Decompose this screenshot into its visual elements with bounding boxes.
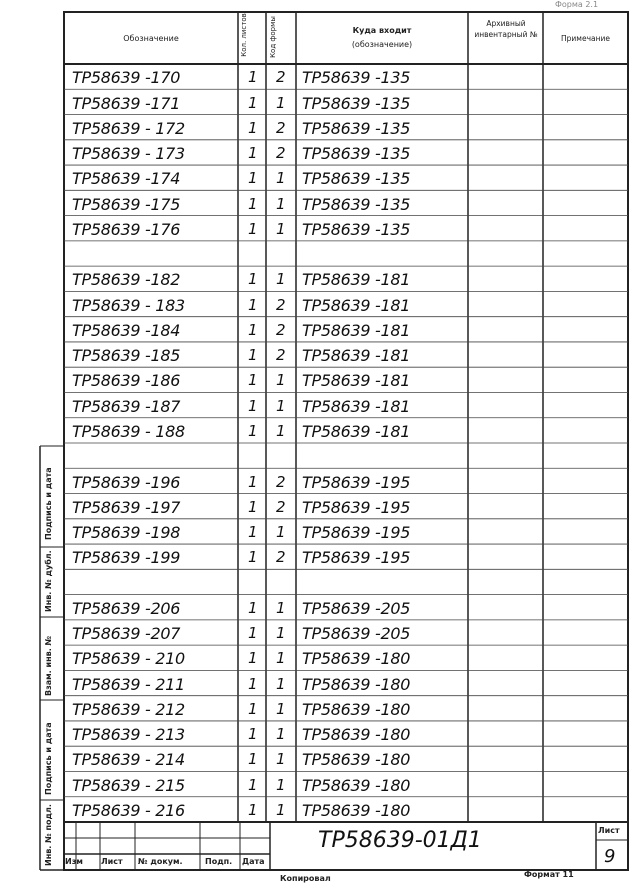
cell-where-used: ТР58639 -181 xyxy=(302,396,411,416)
cell-format: 2 xyxy=(276,548,286,567)
cell-format: 1 xyxy=(276,598,286,617)
footer-format: Формат 11 xyxy=(524,870,574,879)
header-designation: Обозначение xyxy=(123,34,179,43)
header-archive-no: Архивный инвентарный № xyxy=(474,19,538,39)
cell-sheets: 1 xyxy=(248,624,258,643)
cell-designation: ТР58639 -197 xyxy=(72,497,181,517)
cell-format: 1 xyxy=(276,649,286,668)
cell-sheets: 1 xyxy=(248,523,258,542)
cell-format: 1 xyxy=(276,93,286,112)
side-label-orig-no: Инв. № подл. xyxy=(44,804,53,866)
stamp-sign: Подп. xyxy=(205,857,233,866)
cell-where-used: ТР58639 -181 xyxy=(302,320,411,340)
cell-where-used: ТР58639 -180 xyxy=(302,801,411,820)
cell-sheets: 1 xyxy=(248,750,258,769)
cell-designation: ТР58639 -174 xyxy=(72,169,181,189)
cell-where-used: ТР58639 -180 xyxy=(302,699,411,719)
cell-designation: ТР58639 - 215 xyxy=(72,775,185,795)
cell-designation: ТР58639 -187 xyxy=(72,396,181,416)
cell-format: 1 xyxy=(276,699,286,718)
cell-designation: ТР58639 - 214 xyxy=(72,750,185,770)
cell-format: 1 xyxy=(276,674,286,693)
cell-sheets: 1 xyxy=(248,775,258,794)
cell-designation: ТР58639 - 183 xyxy=(72,295,185,315)
cell-where-used: ТР58639 -180 xyxy=(302,725,411,745)
cell-sheets: 1 xyxy=(248,497,258,516)
cell-where-used: ТР58639 -180 xyxy=(302,750,411,770)
footer-copied: Копировал xyxy=(280,874,331,883)
cell-designation: ТР58639 -176 xyxy=(72,219,181,239)
cell-format: 1 xyxy=(276,523,286,542)
cell-format: 1 xyxy=(276,270,286,289)
cell-where-used: ТР58639 -195 xyxy=(302,472,411,492)
header-qty-sheets: Кол. листов xyxy=(240,13,248,57)
cell-where-used: ТР58639 -195 xyxy=(302,523,411,543)
cell-where-used: ТР58639 -135 xyxy=(302,118,411,138)
cell-sheets: 1 xyxy=(248,320,258,339)
cell-sheets: 1 xyxy=(248,699,258,718)
header-format: Код формы xyxy=(269,16,277,58)
cell-format: 1 xyxy=(276,624,286,643)
cell-format: 1 xyxy=(276,396,286,415)
cell-designation: ТР58639 - 172 xyxy=(72,118,185,138)
cell-designation: ТР58639 -196 xyxy=(72,472,181,492)
cell-sheets: 1 xyxy=(248,801,258,819)
cell-designation: ТР58639 - 210 xyxy=(72,649,185,669)
cell-designation: ТР58639 - 216 xyxy=(72,801,185,820)
cell-sheets: 1 xyxy=(248,649,258,668)
cell-where-used: ТР58639 -135 xyxy=(302,144,411,164)
cell-sheets: 1 xyxy=(248,93,258,112)
side-label-replaced-no: Взам. инв. № xyxy=(44,635,53,696)
sheet-number: 9 xyxy=(604,846,616,867)
cell-sheets: 1 xyxy=(248,118,258,137)
cell-where-used: ТР58639 -195 xyxy=(302,548,411,568)
stamp-doc-no: № докум. xyxy=(138,857,183,866)
cell-sheets: 1 xyxy=(248,371,258,390)
header-where-used-sub: (обозначение) xyxy=(351,40,413,49)
cell-format: 1 xyxy=(276,371,286,390)
cell-sheets: 1 xyxy=(248,219,258,238)
cell-format: 2 xyxy=(276,497,286,516)
cell-designation: ТР58639 - 211 xyxy=(72,674,185,694)
cell-format: 2 xyxy=(276,295,286,314)
cell-format: 1 xyxy=(276,750,286,769)
side-label-sign-date-2: Подпись и дата xyxy=(44,722,53,795)
cell-designation: ТР58639 -199 xyxy=(72,548,181,568)
cell-where-used: ТР58639 -180 xyxy=(302,674,411,694)
cell-designation: ТР58639 -186 xyxy=(72,371,181,391)
cell-format: 2 xyxy=(276,144,286,163)
cell-format: 2 xyxy=(276,320,286,339)
cell-format: 1 xyxy=(276,801,286,819)
cell-where-used: ТР58639 -180 xyxy=(302,775,411,795)
cell-format: 2 xyxy=(276,118,286,137)
cell-designation: ТР58639 -198 xyxy=(72,523,181,543)
cell-designation: ТР58639 - 212 xyxy=(72,699,185,719)
cell-designation: ТР58639 -171 xyxy=(72,93,181,113)
cell-designation: ТР58639 - 213 xyxy=(72,725,185,745)
cell-where-used: ТР58639 -135 xyxy=(302,194,411,214)
cell-designation: ТР58639 -207 xyxy=(72,624,181,644)
cell-format: 2 xyxy=(276,346,286,365)
cell-designation: ТР58639 -185 xyxy=(72,346,181,366)
cell-where-used: ТР58639 -205 xyxy=(302,598,411,618)
cell-sheets: 1 xyxy=(248,270,258,289)
cell-sheets: 1 xyxy=(248,144,258,163)
cell-where-used: ТР58639 -181 xyxy=(302,270,411,290)
side-label-dup-no: Инв. № дубл. xyxy=(44,550,53,612)
cell-sheets: 1 xyxy=(248,396,258,415)
cell-format: 1 xyxy=(276,775,286,794)
cell-designation: ТР58639 - 173 xyxy=(72,144,185,164)
cell-format: 1 xyxy=(276,422,286,440)
cell-format: 1 xyxy=(276,725,286,744)
cell-sheets: 1 xyxy=(248,598,258,617)
cell-where-used: ТР58639 -181 xyxy=(302,371,411,391)
cell-format: 1 xyxy=(276,169,286,188)
cell-sheets: 1 xyxy=(248,548,258,567)
cell-sheets: 1 xyxy=(248,169,258,188)
cell-designation: ТР58639 -175 xyxy=(72,194,181,214)
cell-where-used: ТР58639 -135 xyxy=(302,93,411,113)
form-label: Форма 2.1 xyxy=(555,0,599,9)
cell-designation: ТР58639 -184 xyxy=(72,320,181,340)
cell-sheets: 1 xyxy=(248,295,258,314)
cell-sheets: 1 xyxy=(248,194,258,213)
header-where-used: Куда входит xyxy=(352,26,412,35)
stamp-list: Лист xyxy=(101,857,123,866)
cell-sheets: 1 xyxy=(248,725,258,744)
cell-sheets: 1 xyxy=(248,674,258,693)
cell-format: 2 xyxy=(276,472,286,491)
cell-designation: ТР58639 -182 xyxy=(72,270,181,290)
cell-format: 2 xyxy=(276,68,286,87)
cell-where-used: ТР58639 -181 xyxy=(302,422,411,441)
cell-where-used: ТР58639 -135 xyxy=(302,68,411,88)
cell-where-used: ТР58639 -180 xyxy=(302,649,411,669)
header-note: Примечание xyxy=(561,34,610,43)
cell-format: 1 xyxy=(276,194,286,213)
cell-format: 1 xyxy=(276,219,286,238)
cell-designation: ТР58639 -206 xyxy=(72,598,181,618)
cell-designation: ТР58639 -170 xyxy=(72,68,181,88)
stamp-izm: Изм xyxy=(65,857,83,866)
cell-where-used: ТР58639 -181 xyxy=(302,295,411,315)
cell-sheets: 1 xyxy=(248,472,258,491)
cell-where-used: ТР58639 -205 xyxy=(302,624,411,644)
cell-sheets: 1 xyxy=(248,346,258,365)
side-label-sign-date-1: Подпись и дата xyxy=(44,467,53,540)
stamp-date: Дата xyxy=(242,857,265,866)
cell-where-used: ТР58639 -135 xyxy=(302,219,411,239)
cell-where-used: ТР58639 -181 xyxy=(302,346,411,366)
cell-where-used: ТР58639 -195 xyxy=(302,497,411,517)
sheet-label: Лист xyxy=(598,826,620,835)
cell-sheets: 1 xyxy=(248,422,258,440)
cell-designation: ТР58639 - 188 xyxy=(72,422,185,441)
cell-where-used: ТР58639 -135 xyxy=(302,169,411,189)
cell-sheets: 1 xyxy=(248,68,258,87)
document-number: ТР58639-01Д1 xyxy=(318,828,482,853)
